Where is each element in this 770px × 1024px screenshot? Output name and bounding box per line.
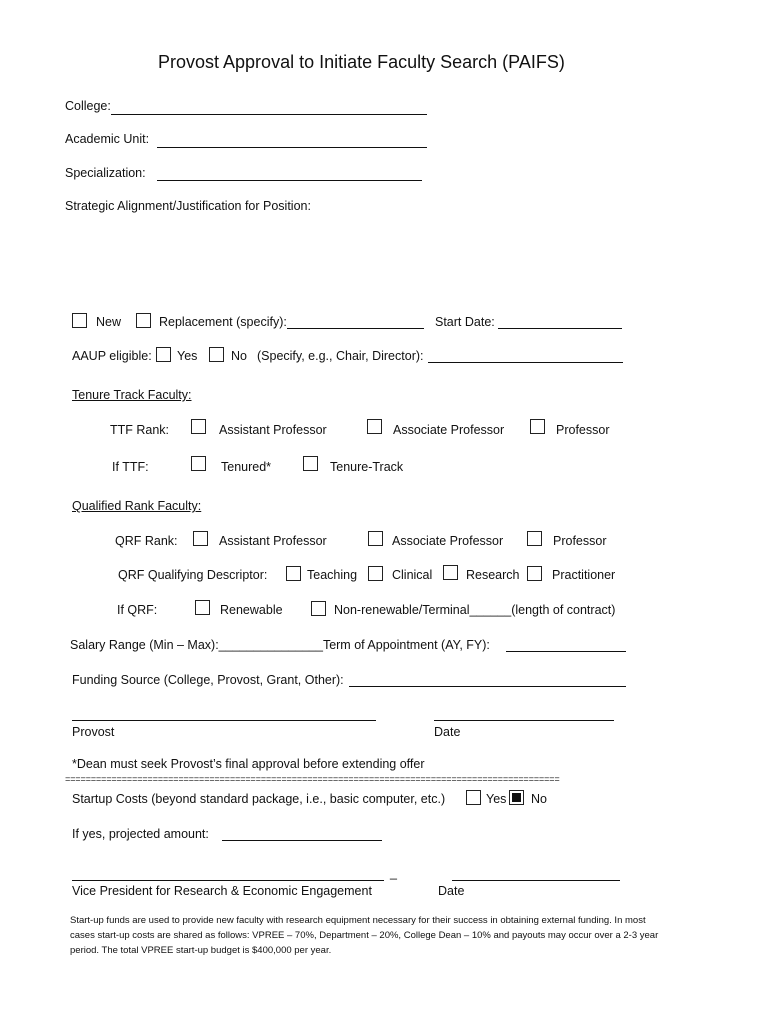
aaup-yes-label: Yes [177, 349, 198, 363]
tenure-track-checkbox[interactable] [303, 456, 318, 471]
tenured-checkbox[interactable] [191, 456, 206, 471]
provost-date-label: Date [434, 725, 461, 739]
salary-label: Salary Range (Min – Max):_______________Term of Appointment (AY, FY): [70, 638, 490, 652]
tenure-track-label: Tenure-Track [330, 460, 404, 474]
if-qrf-label: If QRF: [117, 603, 158, 617]
qrf-professor-label: Professor [553, 534, 607, 548]
funding-field[interactable] [349, 686, 626, 687]
academic-unit-label: Academic Unit: [65, 132, 150, 146]
college-label: College: [65, 99, 111, 113]
new-label: New [96, 315, 122, 329]
specialization-label: Specialization: [65, 166, 146, 180]
aaup-label: AAUP eligible: [72, 349, 152, 363]
nonrenewable-checkbox[interactable] [311, 601, 326, 616]
research-label: Research [466, 568, 520, 582]
startup-no-checkbox[interactable] [509, 790, 524, 805]
qrf-associate-checkbox[interactable] [368, 531, 383, 546]
term-field[interactable] [506, 651, 626, 652]
replacement-label: Replacement (specify): [159, 315, 287, 329]
ttf-rank-label: TTF Rank: [110, 423, 170, 437]
ttf-heading: Tenure Track Faculty: [72, 388, 192, 402]
separator: ================================================================================================ [65, 775, 560, 785]
qrf-descriptor-label: QRF Qualifying Descriptor: [118, 568, 268, 582]
strategic-label: Strategic Alignment/Justification for Position: [65, 199, 311, 213]
clinical-checkbox[interactable] [368, 566, 383, 581]
teaching-label: Teaching [307, 568, 358, 582]
footnote: Start-up funds are used to provide new faculty with research equipment necessary for their success in obtaining external funding. In most cases start-up costs are shared as follows: VPREE – 70%, Department – 20%, College Dean – 10% and payouts may occur over a 2-3 year period. The total VPREE start-up budget is $400,000 per year. [70, 915, 659, 956]
ttf-assistant-label: Assistant Professor [219, 423, 327, 437]
provost-label: Provost [72, 725, 115, 739]
vp-date-label: Date [438, 884, 465, 898]
start-date-field[interactable] [498, 328, 622, 329]
tenured-label: Tenured* [221, 460, 272, 474]
ttf-associate-checkbox[interactable] [367, 419, 382, 434]
renewable-label: Renewable [220, 603, 283, 617]
startup-yes-label: Yes [486, 792, 507, 806]
new-checkbox[interactable] [72, 313, 87, 328]
ttf-associate-label: Associate Professor [393, 423, 505, 437]
nonrenewable-label: Non-renewable/Terminal______(length of contract) [334, 603, 616, 617]
startup-no-label: No [531, 792, 547, 806]
practitioner-checkbox[interactable] [527, 566, 542, 581]
aaup-no-label: No [231, 349, 247, 363]
aaup-yes-checkbox[interactable] [156, 347, 171, 362]
startup-label: Startup Costs (beyond standard package, i.e., basic computer, etc.) [72, 792, 446, 806]
start-date-label: Start Date: [435, 315, 495, 329]
provost-date-line[interactable] [434, 720, 614, 721]
qrf-associate-label: Associate Professor [392, 534, 504, 548]
provost-signature-line[interactable] [72, 720, 376, 721]
vp-label: Vice President for Research & Economic Engagement [72, 884, 372, 898]
qrf-assistant-label: Assistant Professor [219, 534, 327, 548]
clinical-label: Clinical [392, 568, 433, 582]
vp-signature-line[interactable] [72, 880, 384, 881]
funding-label: Funding Source (College, Provost, Grant, Other): [72, 673, 344, 687]
qrf-rank-label: QRF Rank: [115, 534, 178, 548]
ttf-professor-label: Professor [556, 423, 610, 437]
startup-yes-checkbox[interactable] [466, 790, 481, 805]
aaup-no-checkbox[interactable] [209, 347, 224, 362]
ttf-professor-checkbox[interactable] [530, 419, 545, 434]
vp-signature-dash: _ [390, 866, 397, 880]
academic-unit-field[interactable] [157, 147, 427, 148]
practitioner-label: Practitioner [552, 568, 616, 582]
dean-note: *Dean must seek Provost’s final approval before extending offer [72, 757, 425, 771]
aaup-specify-label: (Specify, e.g., Chair, Director): [257, 349, 424, 363]
vp-date-line[interactable] [452, 880, 620, 881]
aaup-specify-field[interactable] [428, 362, 623, 363]
teaching-checkbox[interactable] [286, 566, 301, 581]
qrf-professor-checkbox[interactable] [527, 531, 542, 546]
amount-label: If yes, projected amount: [72, 827, 209, 841]
ttf-assistant-checkbox[interactable] [191, 419, 206, 434]
specialization-field[interactable] [157, 180, 422, 181]
renewable-checkbox[interactable] [195, 600, 210, 615]
page-title: Provost Approval to Initiate Faculty Search (PAIFS) [158, 52, 565, 72]
amount-field[interactable] [222, 840, 382, 841]
qrf-assistant-checkbox[interactable] [193, 531, 208, 546]
college-field[interactable] [111, 114, 427, 115]
replacement-checkbox[interactable] [136, 313, 151, 328]
replacement-field[interactable] [287, 328, 424, 329]
if-ttf-label: If TTF: [112, 460, 149, 474]
qrf-heading: Qualified Rank Faculty: [72, 499, 202, 513]
research-checkbox[interactable] [443, 565, 458, 580]
